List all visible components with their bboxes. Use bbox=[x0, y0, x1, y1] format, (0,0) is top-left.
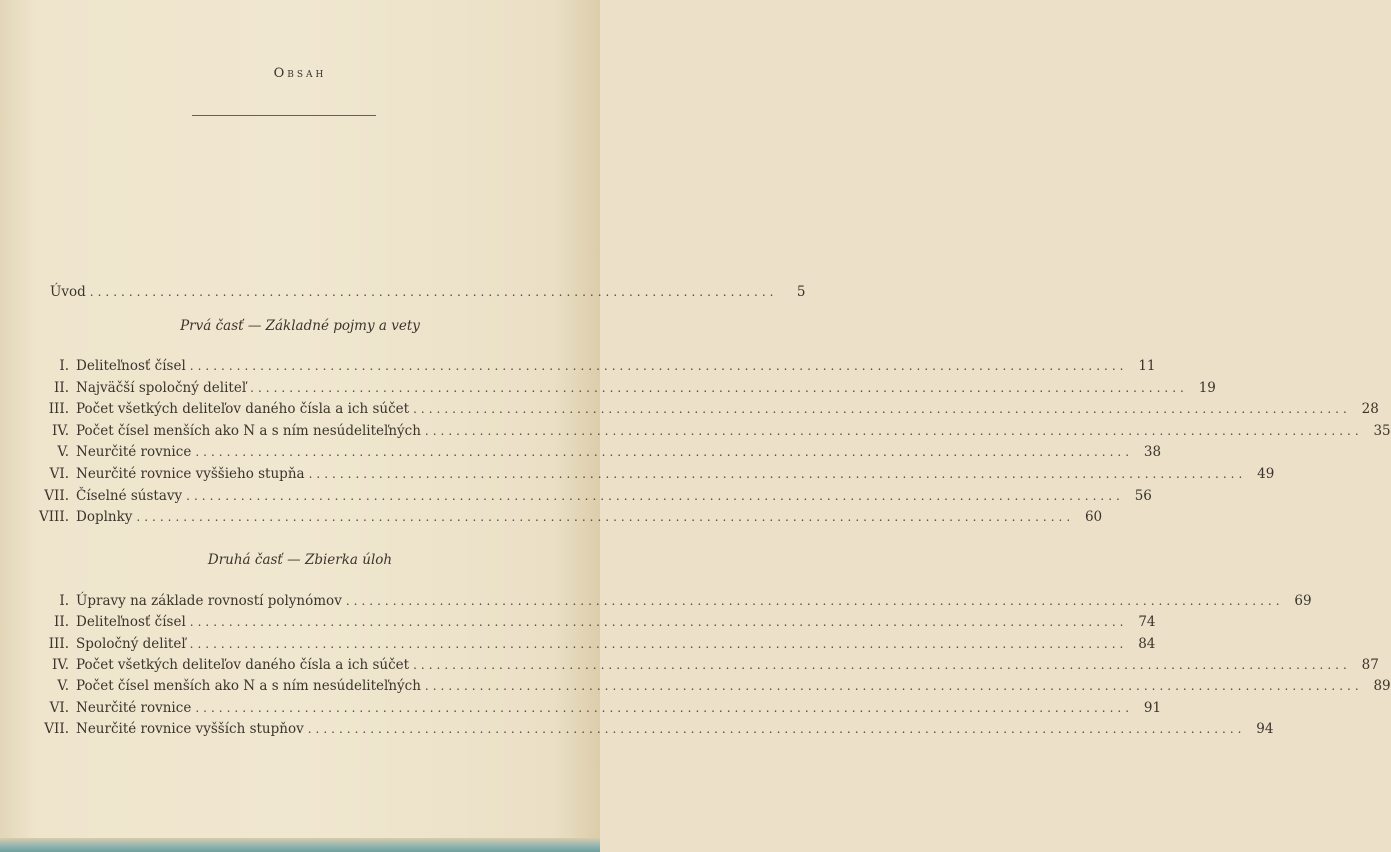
toc-entry-number: III. bbox=[48, 635, 69, 652]
toc-entry bbox=[26, 485, 1152, 507]
toc-entry-number: II. bbox=[54, 379, 69, 396]
toc-entry-number: IV. bbox=[51, 656, 69, 673]
toc-entry-page: 5 bbox=[796, 284, 806, 300]
toc-entry bbox=[26, 697, 1162, 719]
toc-entry-label: Neurčité rovnice vyšších stupňov bbox=[76, 720, 304, 737]
toc-entry-label: Úvod bbox=[50, 284, 86, 300]
dot-leader: ........................................................................................................................ bbox=[189, 615, 1128, 630]
toc-entry-number: V. bbox=[57, 678, 69, 695]
toc-entry-page: 49 bbox=[1257, 466, 1275, 482]
toc-entry-label: Neurčité rovnice bbox=[76, 444, 192, 461]
dot-leader: ........................................................................................................................ bbox=[413, 657, 1351, 672]
toc-entry bbox=[26, 463, 1275, 485]
toc-entry-page: 38 bbox=[1143, 444, 1162, 461]
toc-entry-label: Úpravy na základe rovností polynómov bbox=[76, 593, 342, 609]
toc-entry-page: 11 bbox=[1138, 358, 1156, 374]
toc-entry-label: Počet všetkých deliteľov daného čísla a ich súčet bbox=[76, 656, 410, 673]
toc-entry bbox=[26, 355, 1156, 377]
part-heading-2: Druhá časť — Zbierka úloh bbox=[207, 552, 393, 568]
toc-entry bbox=[26, 377, 1216, 399]
title-divider bbox=[192, 115, 376, 116]
toc-entry-page: 28 bbox=[1361, 401, 1379, 418]
dot-leader: ........................................................................................................................ bbox=[308, 467, 1247, 481]
dot-leader: ........................................................................................................................ bbox=[195, 445, 1134, 460]
toc-entry-label: Deliteľnosť čísel bbox=[76, 358, 186, 374]
toc-entry-number: VIII. bbox=[38, 509, 69, 526]
toc-entry-page: 87 bbox=[1361, 656, 1379, 673]
toc-entry-page: 60 bbox=[1084, 509, 1103, 526]
toc-entry-number: VII. bbox=[44, 720, 69, 737]
toc-entry-number: VII. bbox=[44, 487, 69, 504]
dot-leader: ........................................................................................................................ bbox=[250, 380, 1188, 395]
dot-leader: ........................................................................................ bbox=[89, 285, 778, 299]
dot-leader: ........................................................................................................................ bbox=[424, 679, 1363, 694]
toc-entry-label: Počet čísel menších ako N a s ním nesúdeliteľných bbox=[76, 678, 421, 695]
toc-entry-page: 84 bbox=[1138, 635, 1156, 652]
toc-entry-page: 56 bbox=[1134, 487, 1152, 504]
toc-entry-intro bbox=[50, 281, 806, 303]
toc-entry bbox=[26, 611, 1156, 633]
dot-leader: ........................................................................................................................ bbox=[195, 700, 1134, 715]
toc-entry-number: I. bbox=[59, 358, 69, 374]
toc-entry-page: 69 bbox=[1294, 593, 1312, 609]
page-bottom-edge bbox=[0, 838, 600, 852]
dot-leader: ........................................................................................................................ bbox=[413, 402, 1351, 417]
toc-entry bbox=[26, 441, 1162, 463]
toc-entry-label: Deliteľnosť čísel bbox=[76, 614, 186, 631]
toc-entry-page: 94 bbox=[1256, 720, 1274, 737]
dot-leader: ........................................................................................................................ bbox=[307, 721, 1246, 736]
toc-entry-number: VI. bbox=[49, 466, 69, 482]
toc-entry bbox=[26, 718, 1274, 740]
toc-entry-label: Počet čísel menších ako N a s ním nesúdeliteľných bbox=[76, 422, 421, 439]
toc-entry-page: 91 bbox=[1143, 699, 1162, 716]
toc-entry bbox=[26, 675, 1391, 697]
toc-entry-label: Spoločný deliteľ bbox=[76, 635, 186, 652]
toc-entry bbox=[26, 398, 1379, 420]
toc-entry bbox=[26, 633, 1156, 655]
page-title: Obsah bbox=[273, 66, 327, 81]
toc-entry bbox=[26, 654, 1379, 676]
toc-entry-number: V. bbox=[57, 444, 69, 461]
toc-entry-number: VI. bbox=[49, 699, 69, 716]
toc-entry bbox=[26, 506, 1103, 528]
toc-entry-number: I. bbox=[59, 593, 69, 609]
toc-entry-page: 19 bbox=[1198, 379, 1216, 396]
dot-leader: ........................................................................................................................ bbox=[189, 636, 1128, 651]
toc-entry bbox=[26, 420, 1391, 442]
dot-leader: ........................................................................................................................ bbox=[189, 359, 1128, 373]
toc-entry-label: Doplnky bbox=[76, 509, 133, 526]
toc-entry-label: Neurčité rovnice vyššieho stupňa bbox=[76, 466, 305, 482]
dot-leader: ........................................................................................................................ bbox=[136, 510, 1075, 525]
toc-entry-label: Najväčší spoločný deliteľ bbox=[76, 379, 247, 396]
toc-entry-page: 35 bbox=[1373, 422, 1391, 439]
dot-leader: ........................................................................................................................ bbox=[186, 488, 1124, 503]
toc-entry-page: 74 bbox=[1138, 614, 1156, 631]
dot-leader: ........................................................................................................................ bbox=[424, 423, 1363, 438]
toc-entry-number: III. bbox=[48, 401, 69, 418]
part-heading-1: Prvá časť — Základné pojmy a vety bbox=[180, 318, 420, 334]
toc-entry-number: IV. bbox=[51, 422, 69, 439]
toc-entry bbox=[26, 590, 1312, 612]
dot-leader: ........................................................................................................................ bbox=[345, 594, 1284, 608]
toc-entry-number: II. bbox=[54, 614, 69, 631]
toc-entry-page: 89 bbox=[1373, 678, 1391, 695]
toc-entry-label: Počet všetkých deliteľov daného čísla a ich súčet bbox=[76, 401, 410, 418]
toc-entry-label: Číselné sústavy bbox=[76, 487, 183, 504]
toc-entry-label: Neurčité rovnice bbox=[76, 699, 192, 716]
